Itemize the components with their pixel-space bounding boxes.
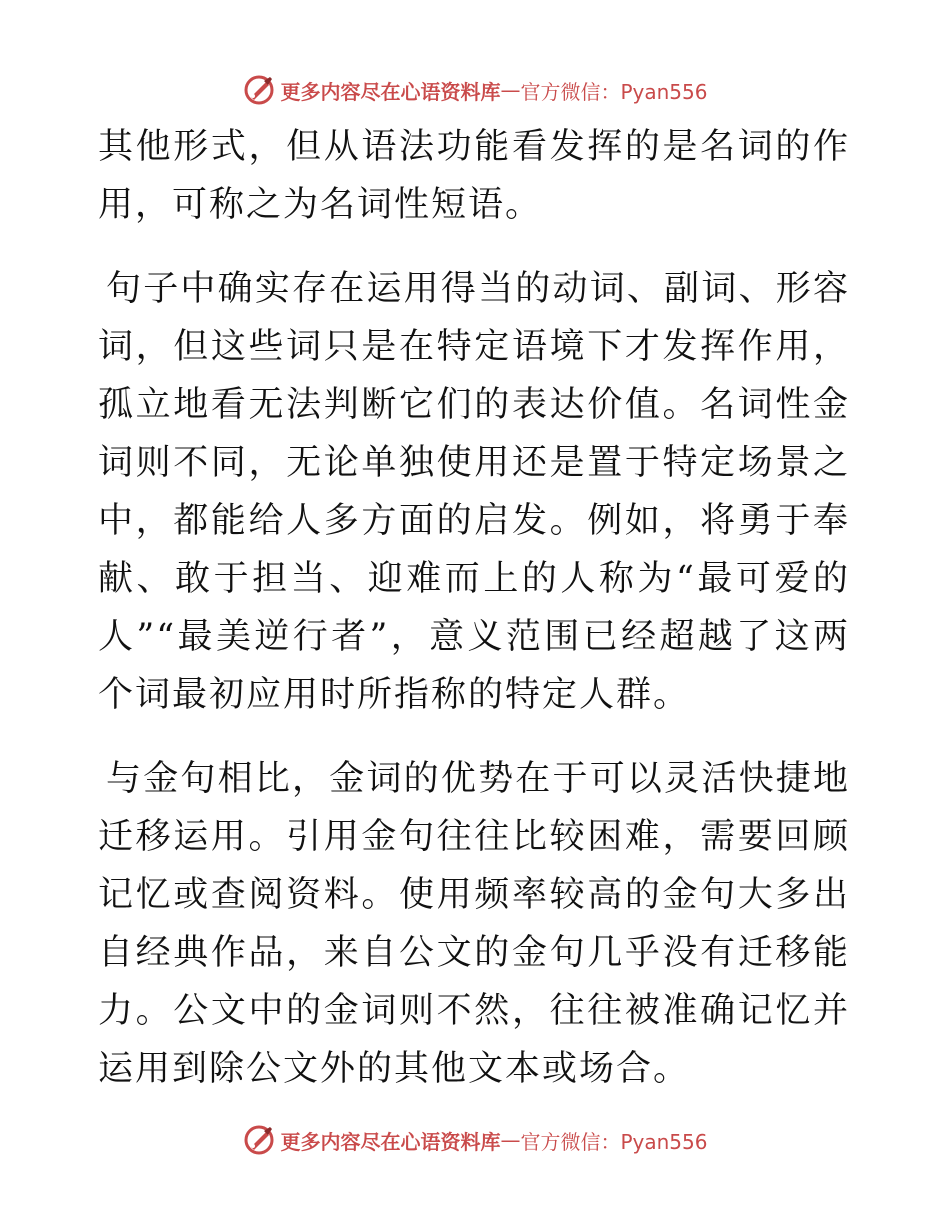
footer-promo-text: 更多内容尽在心语资料库 — [280, 1129, 501, 1154]
header-banner — [0, 70, 950, 110]
footer-separator: — — [500, 1128, 521, 1152]
paragraph-3: 与金句相比，金词的优势在于可以灵活快捷地迁移运用。引用金句往往比较困难，需要回顾记忆或查阅资料。使用频率较高的金句大多出自经典作品，来自公文的金句几乎没有迁移能力。公文中的金词则不然，往往被准确记忆并运用到除公文外的其他文本或场合。 — [98, 759, 850, 1089]
quill-seal-icon — [242, 73, 276, 107]
header-separator: — — [500, 78, 521, 102]
footer-contact: 官方微信：Pyan556 — [520, 1129, 708, 1154]
footer-banner — [0, 1120, 950, 1160]
paragraph-1: 其他形式，但从语法功能看发挥的是名词的作用，可称之为名词性短语。 — [98, 127, 850, 225]
quill-seal-icon — [242, 1123, 276, 1157]
header-contact: 官方微信：Pyan556 — [520, 79, 708, 104]
header-promo-text: 更多内容尽在心语资料库 — [280, 79, 501, 104]
paragraph-2: 句子中确实存在运用得当的动词、副词、形容词，但这些词只是在特定语境下才发挥作用，孤立地看无法判断它们的表达价值。名词性金词则不同，无论单独使用还是置于特定场景之中，都能给人多方面的启发。例如，将勇于奉献、敢于担当、迎难而上的人称为“最可爱的人”“最美逆行者”，意义范围已经超越了这两个词最初应用时所指称的特定人群。 — [98, 269, 850, 715]
document-body — [98, 118, 850, 1124]
